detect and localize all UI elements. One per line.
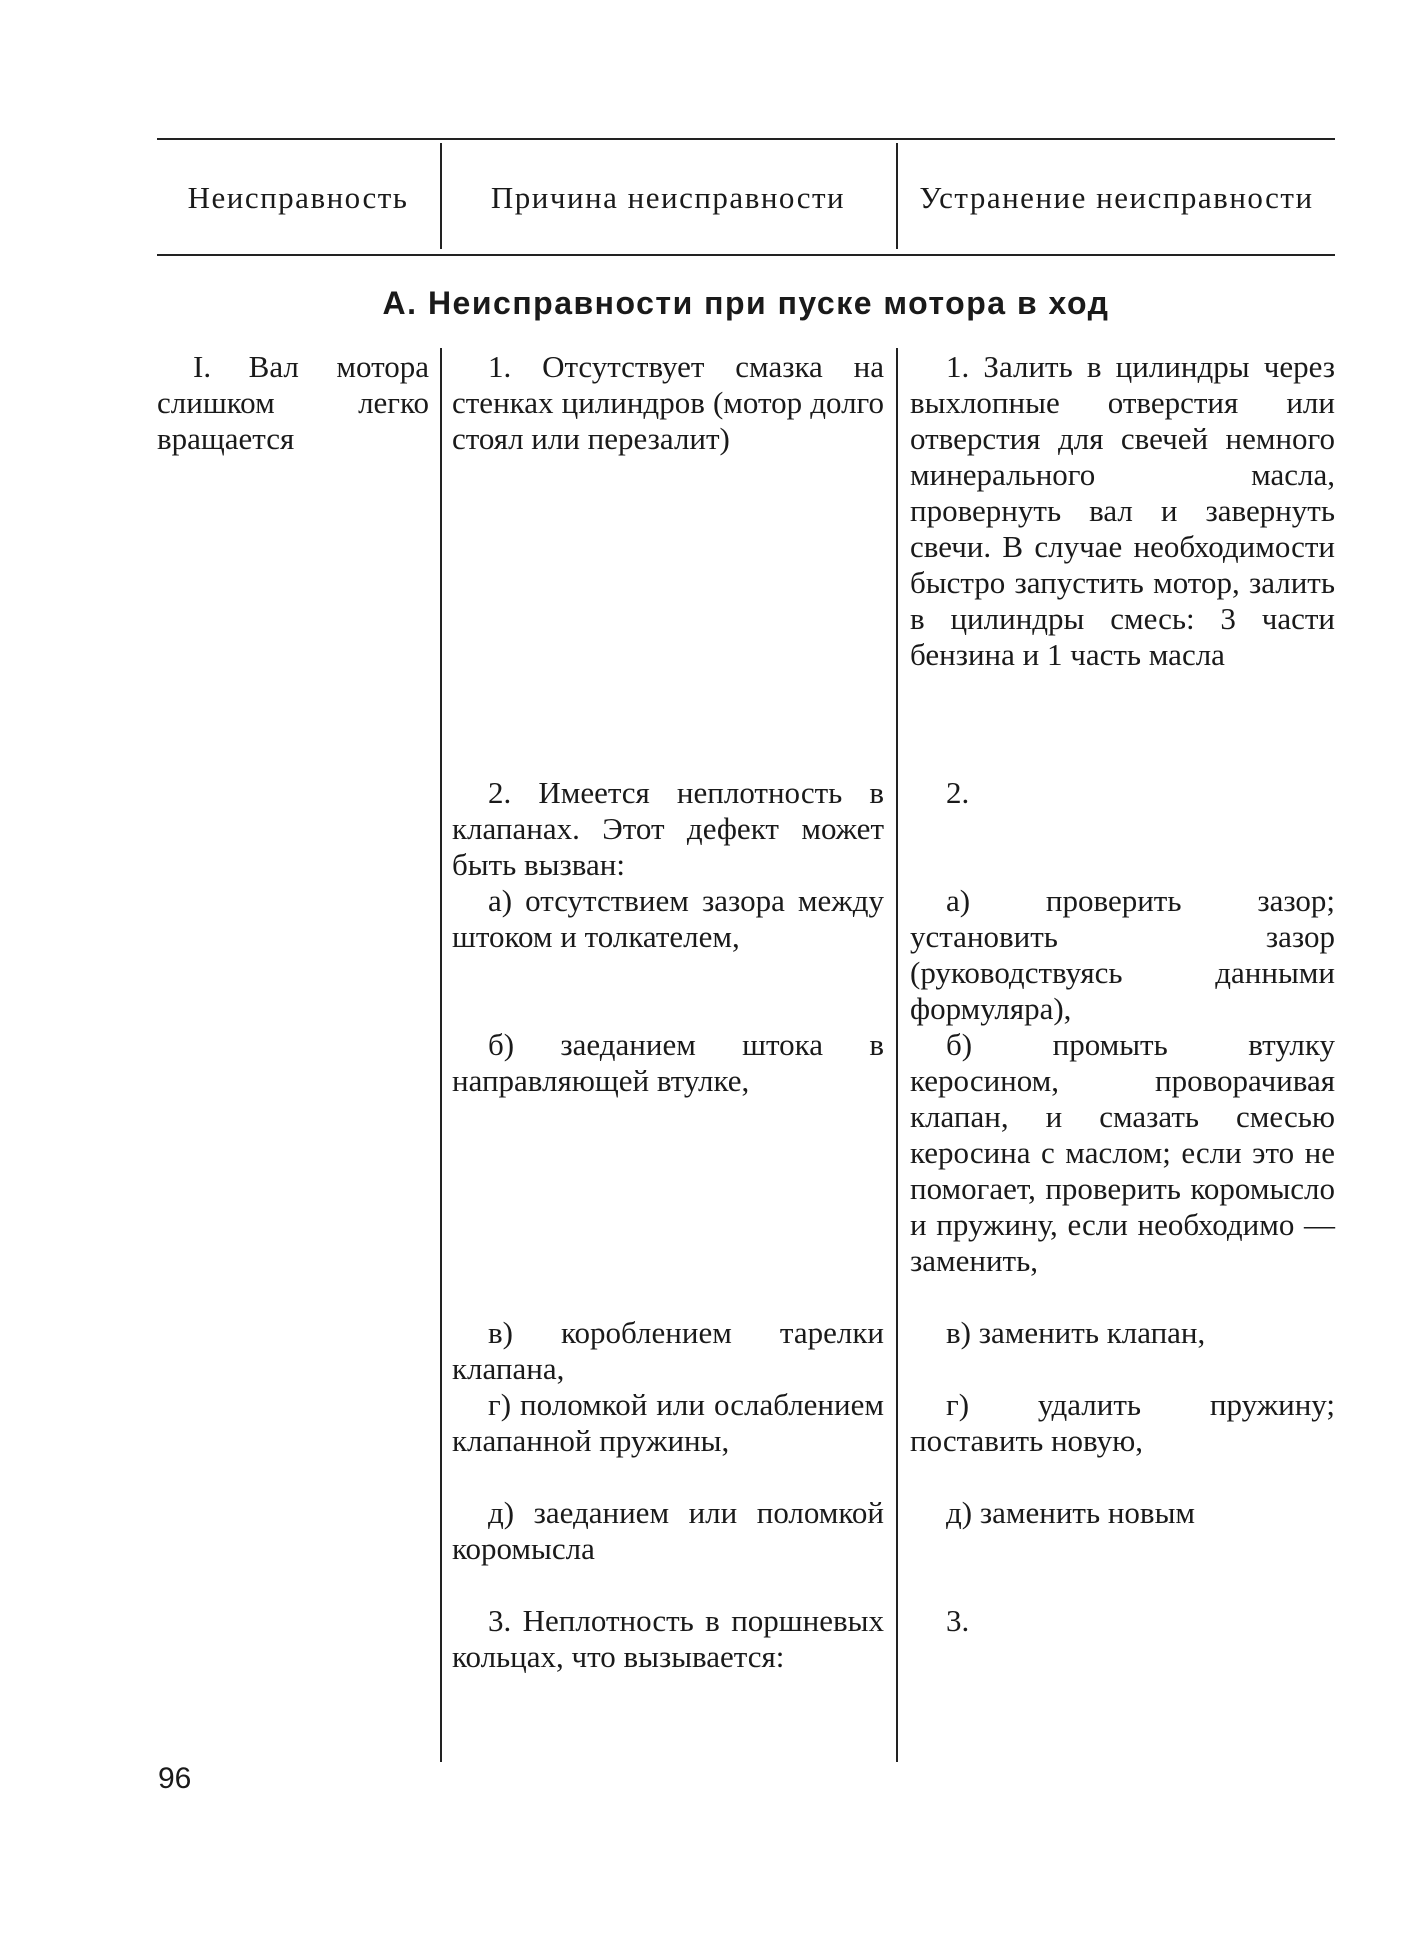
cause-1: 1. Отсутствует смазка на стенках цилиндров (мотор долго стоял или перезалит) bbox=[452, 349, 884, 456]
body-column-divider-1 bbox=[440, 348, 442, 1762]
body-column-divider-2 bbox=[896, 348, 898, 1762]
header-cause: Причина неисправности bbox=[490, 180, 846, 215]
remedy-1: 1. Залить в цилиндры через выхлопные отверстия или отверстия для свечей немного минерального масла, провернуть вал и завернуть свечи. В случае необходимости быстро запустить мотор, залить в цилиндры смесь: 3 части бензина и 1 часть масла bbox=[910, 349, 1335, 672]
cause-2v: в) короблением тарелки клапана, bbox=[452, 1315, 884, 1386]
fault-1: I. Вал мотора слишком легко вращается bbox=[157, 349, 429, 456]
section-title: А. Неисправности при пуске мотора в ход bbox=[382, 285, 1110, 321]
cause-3: 3. Неплотность в поршневых кольцах, что вызывается: bbox=[452, 1603, 884, 1674]
remedy-3: 3. bbox=[946, 1603, 970, 1638]
page-number: 96 bbox=[158, 1762, 192, 1795]
remedy-2b: б) промыть втулку керосином, проворачивая клапан, и смазать смесью керосина с маслом; если это не помогает, проверить коромысло и пружину, если необходимо — заменить, bbox=[910, 1027, 1335, 1278]
remedy-2: 2. bbox=[946, 775, 970, 810]
remedy-2v: в) заменить клапан, bbox=[946, 1315, 1206, 1350]
cause-2d: д) заеданием или поломкой коромысла bbox=[452, 1495, 884, 1566]
cause-2a: а) отсутствием зазора между штоком и толкателем, bbox=[452, 883, 884, 954]
header-fault: Неисправность bbox=[187, 180, 409, 215]
remedy-2d: д) заменить новым bbox=[946, 1495, 1196, 1530]
remedy-2a: а) проверить зазор; установить зазор (руководствуясь данными формуляра), bbox=[910, 883, 1335, 1026]
header-bottom-rule bbox=[157, 254, 1335, 256]
header-remedy: Устранение неисправности bbox=[919, 180, 1314, 215]
cause-2g: г) поломкой или ослаблением клапанной пружины, bbox=[452, 1387, 884, 1458]
cause-2: 2. Имеется неплотность в клапанах. Этот дефект может быть вызван: bbox=[452, 775, 884, 882]
remedy-2g: г) удалить пружину; поставить новую, bbox=[910, 1387, 1335, 1458]
cause-2b: б) заеданием штока в направляющей втулке, bbox=[452, 1027, 884, 1098]
table-top-rule bbox=[157, 138, 1335, 140]
